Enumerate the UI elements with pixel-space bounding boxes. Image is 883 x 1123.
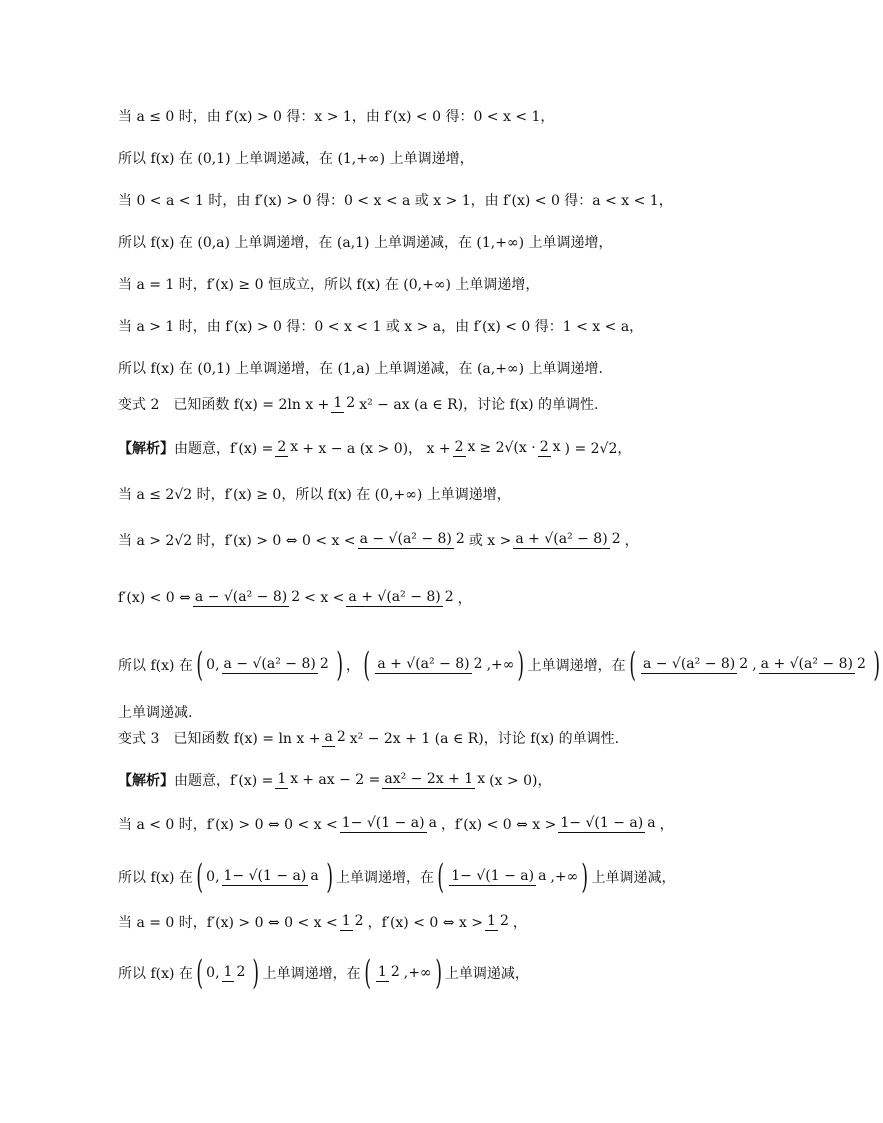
- text-line: 所以 f(x) 在 ( 0, 1− √(1 − a) a ) 上单调递增，在 ( 1− √(1 − a) a ,+∞ ) 上单调递减，: [118, 857, 676, 897]
- variant-2-analysis: 【解析】 由题意，f′(x) = 2 x + x − a (x > 0)， x + 2 x ≥ 2√(x · 2 x ) = 2√2，: [118, 439, 632, 457]
- text-line: 当 a = 1 时，f′(x) ≥ 0 恒成立，所以 f(x) 在 (0,+∞) 上单调递增，: [118, 277, 540, 293]
- variant-2-title: 变式 2 已知函数 f(x) = 2ln x + 1 2 x² − ax (a ∈ R)，讨论 f(x) 的单调性.: [118, 395, 599, 413]
- text-line: 所以 f(x) 在 ( 0, a − √(a² − 8) 2 ) ， ( a + √(a² − 8) 2 ,+∞ ) 上单调递增，在 ( a − √(a² − 8) 2 , a + √(a² − 8) 2 ): [118, 645, 880, 685]
- text-line: 当 a ≤ 0 时，由 f′(x) > 0 得：x > 1，由 f′(x) < 0 得：0 < x < 1，: [118, 109, 555, 125]
- variant-3-title: 变式 3 已知函数 f(x) = ln x + a 2 x² − 2x + 1 (a ∈ R)，讨论 f(x) 的单调性.: [118, 729, 620, 747]
- text-line: f′(x) < 0 ⇔ a − √(a² − 8) 2 < x < a + √(a² − 8) 2 ，: [118, 589, 472, 607]
- text-line: 当 a > 2√2 时，f′(x) > 0 ⇔ 0 < x < a − √(a² − 8) 2 或 x > a + √(a² − 8) 2 ，: [118, 531, 639, 549]
- text-line: 当 a < 0 时，f′(x) > 0 ⇔ 0 < x < 1− √(1 − a) a ，f′(x) < 0 ⇔ x > 1− √(1 − a) a ，: [118, 815, 674, 833]
- text-line: 上单调递减.: [118, 705, 193, 721]
- variant-3-analysis: 【解析】 由题意，f′(x) = 1 x + ax − 2 = ax² − 2x + 1 x (x > 0)，: [118, 771, 552, 789]
- text-line: 当 a = 0 时，f′(x) > 0 ⇔ 0 < x < 1 2 ，f′(x) < 0 ⇔ x > 1 2 ，: [118, 913, 527, 931]
- text-line: 所以 f(x) 在 ( 0, 1 2 ) 上单调递增，在 ( 1 2 ,+∞ ) 上单调递减，: [118, 953, 529, 993]
- text-line: 当 a > 1 时，由 f′(x) > 0 得：0 < x < 1 或 x > a，由 f′(x) < 0 得：1 < x < a，: [118, 319, 644, 335]
- text-line: 当 a ≤ 2√2 时，f′(x) ≥ 0，所以 f(x) 在 (0,+∞) 上单调递增，: [118, 487, 511, 503]
- text-line: 所以 f(x) 在 (0,1) 上单调递增，在 (1,a) 上单调递减，在 (a,+∞) 上单调递增.: [118, 361, 603, 377]
- text-line: 所以 f(x) 在 (0,1) 上单调递减，在 (1,+∞) 上单调递增，: [118, 151, 474, 167]
- text-line: 当 0 < a < 1 时，由 f′(x) > 0 得：0 < x < a 或 x > 1，由 f′(x) < 0 得：a < x < 1，: [118, 193, 673, 209]
- text-line: 所以 f(x) 在 (0,a) 上单调递增，在 (a,1) 上单调递减，在 (1,+∞) 上单调递增，: [118, 235, 613, 251]
